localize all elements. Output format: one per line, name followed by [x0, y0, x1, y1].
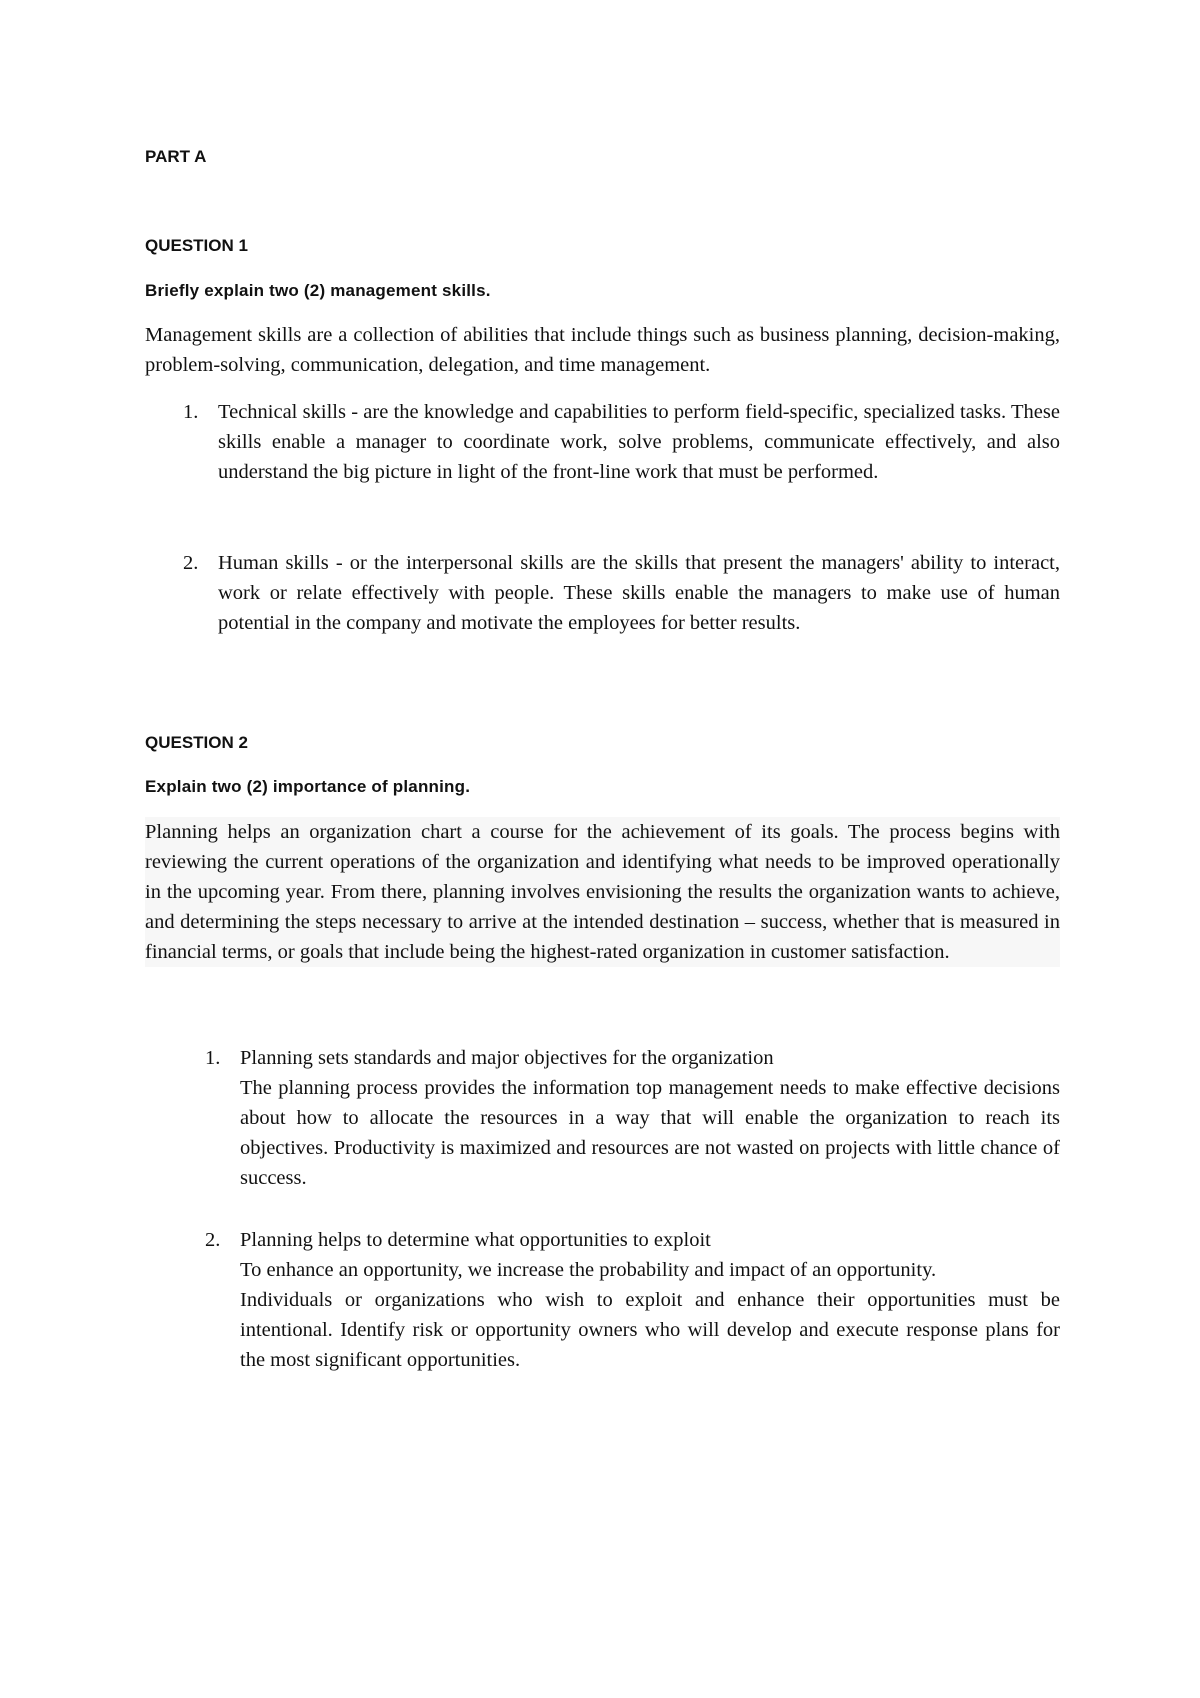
question-1-intro: Management skills are a collection of abilities that include things such as business planning, decision-making, problem-solving, communication, delegation, and time management. — [145, 324, 1060, 376]
list-item-text: Individuals or organizations who wish to exploit and enhance their opportunities must be intentional. Identify risk or opportunity owners who will develop and execute response plans for the most significant opportunities. — [240, 1289, 1060, 1371]
list-item-title: Planning helps to determine what opportunities to exploit — [240, 1229, 711, 1251]
question-2-intro: Planning helps an organization chart a course for the achievement of its goals. The process begins with reviewing the current operations of the organization and identifying what needs to be improved operationally in the upcoming year. From there, planning involves envisioning the results the organization wants to achieve, and determining the steps necessary to arrive at the intended destination – success, whether that is measured in financial terms, or goals that include being the highest-rated organization in customer satisfaction. — [145, 817, 1060, 967]
list-item-text: The planning process provides the information top management needs to make effective decisions about how to allocate the resources in a way that will enable the organization to reach its objectives. Productivity is maximized and resources are not wasted on projects with little chance of success. — [240, 1077, 1060, 1189]
question-1-prompt: Briefly explain two (2) management skills. — [145, 281, 491, 300]
list-item-text: Technical skills - are the knowledge and capabilities to perform field-specific, specialized tasks. These skills enable a manager to coordinate work, solve problems, communicate effectively, and also understand the big picture in light of the front-line work that must be performed. — [218, 401, 1060, 483]
question-1-heading: QUESTION 1 — [145, 236, 248, 255]
list-item-title: Planning sets standards and major objectives for the organization — [240, 1047, 774, 1069]
question-2-heading: QUESTION 2 — [145, 733, 248, 752]
list-item-text: To enhance an opportunity, we increase the probability and impact of an opportunity. — [240, 1259, 937, 1281]
list-number: 2. — [205, 1229, 221, 1251]
list-number: 1. — [183, 401, 199, 423]
list-number: 1. — [205, 1047, 221, 1069]
part-title: PART A — [145, 147, 207, 166]
question-2-prompt: Explain two (2) importance of planning. — [145, 777, 471, 796]
list-number: 2. — [183, 552, 199, 574]
list-item-text: Human skills - or the interpersonal skills are the skills that present the managers' ability to interact, work or relate effectively with people. These skills enable the managers to make use of human potential in the company and motivate the employees for better results. — [218, 552, 1060, 634]
